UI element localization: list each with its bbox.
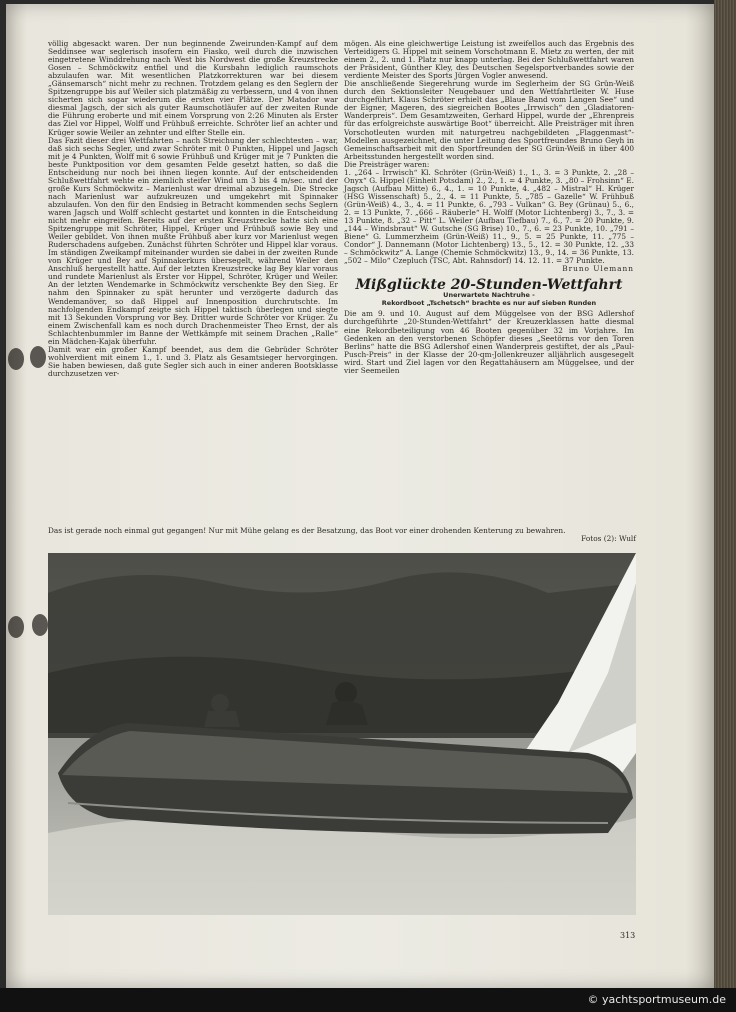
paragraph: völlig abgesackt waren. Der nun beginnende Zweirunden-Kampf auf dem Seddinsee war seglerisch insofern ein Fiasko, weil durch die inzwischen eingetretene Winddrehung nach West bis Nordwest die große Kreuzstrecke Gosen – Schmöckwitz entfiel und die Kursbahn lediglich raumschots abzulaufen war. Mit wesentlichen Platzkorrekturen war bei diesem „Gänsemarsch“ nicht mehr zu rechnen. Trotzdem gelang es den Seglern der Spitzengruppe bis auf Weiler sich platzmäßig zu verbessern, und 4 von ihnen sicherten sich sogar wiederum die ersten vier Plätze. Der Matador war diesmal Jagsch, der sich als guter Raumschotläufer auf der zweiten Runde die Führung eroberte und mit einem Vorsprung von 2:26 Minuten als Erster das Ziel vor Hippel, Wolff und Frühbuß erreichte. Schröter lief an achter und Krüger sowie Weiler an zehnter und elfter Stelle ein. [48, 39, 338, 137]
left-text-column [48, 40, 338, 378]
paragraph: Die anschließende Siegerehrung wurde im Seglerheim der SG Grün-Weiß durch den Sektionsleiter Neugebauer und den Wettfahrtleiter W. Huse durchgeführt. Klaus Schröter erhielt das „Blaue Band vom Langen See“ und der Eigner, Mageren, des siegreichen Bootes „Irrwisch“ den „Gladiatoren-Wanderpreis“. Dem Gesamtzweiten, Gerhard Hippel, wurde der „Ehrenpreis für das erfolgreichste auswärtige Boot“ überreicht. Alle Preisträger mit ihren Vorschotleuten wurden mit naturgetreu nachgebildeten „Flaggenmast“-Modellen ausgezeichnet, die unter Leitung des Sportfreundes Bruno Geyh in Gemeinschaftsarbeit mit den Sportfreunden der SG Grün-Weiß in über 400 Arbeitsstunden hergestellt worden sind. [344, 79, 634, 161]
binding-hole [30, 346, 46, 368]
author-signature: Bruno Ulemann [562, 264, 634, 274]
article-subheadline: Unerwartete Nachtruhe - [443, 291, 535, 300]
binding-hole [8, 616, 24, 638]
paragraph: mögen. Als eine gleichwertige Leistung ist zweifellos auch das Ergebnis des Verteidigers G. Hippel mit seinem Vorschotmann E. Mietz zu werten, der mit einem 2., 2. und 1. Platz nur knapp unterlag. Bei der Schlußwettfahrt waren der Präsident, Günther Kley, des Deutschen Segelsportverbandes sowie der verdiente Meister des Sports Jürgen Vogler anwesend. [344, 39, 634, 81]
results-list: 1. „264 – Irrwisch“ Kl. Schröter (Grün-Weiß) 1., 1., 3. = 3 Punkte, 2. „28 – Onyx“ G. Hippel (Einheit Potsdam) 2., 2., 1. = 4 Punkte, 3. „80 – Frohsinn“ E. Jagsch (Aufbau Mitte) 6., 4., 1. = 10 Punkte, 4. „482 – Mistral“ H. Krüger (HSG Wissenschaft) 5., 2., 4. = 11 Punkte, 5. „785 – Gazelle“ W. Frühbuß (Grün-Weiß) 4., 3., 4. = 11 Punkte, 6. „793 – Vulkan“ G. Bey (Grünau) 5., 6., 2. = 13 Punkte, 7. „666 – Räuberle“ H. Wolff (Motor Lichtenberg) 3., 7., 3. = 13 Punkte, 8. „32 – Pitt“ L. Weiler (Aufbau Tiefbau) 7., 6., 7. = 20 Punkte, 9. „144 – Windsbraut“ W. Gutsche (SG Brise) 10., 7., 6. = 23 Punkte, 10. „791 – Biene“ G. Lummerzheim (Grün-Weiß) 11., 9., 5. = 25 Punkte, 11. „775 – Condor“ J. Dannemann (Motor Lichtenberg) 13., 5., 12. = 30 Punkte, 12. „33 – Schmöckwitz“ A. Lange (Chemie Schmöckwitz) 13., 9., 14. = 36 Punkte, 13. „502 – Milo“ Czepluch (TSC, Abt. Rahnsdorf) 14. 12. 11. = 37 Punkte. [344, 167, 634, 266]
paragraph: Damit war ein großer Kampf beendet, aus dem die Gebrüder Schröter wohlverdient mit einem 1., 1. und 3. Platz als Gesamtsieger hervorgingen. Sie haben bewiesen, daß gute Segler sich auch in einer anderen Bootsklasse durchzusetzen ver- [48, 344, 338, 378]
page-stack-edge [714, 0, 736, 1000]
paragraph: Das Fazit dieser drei Wettfahrten – nach Streichung der schlechtesten – war, daß sich sechs Segler, und zwar Schröter mit 0 Punkten, Hippel und Jagsch mit je 4 Punkten, Wolff mit 6 sowie Frühbuß und Krüger mit je 7 Punkten die beste Punktposition vor dem gesamten Felde gesetzt hatten, so daß die Entscheidung nur noch bei ihnen liegen konnte. Auf der entscheidenden Schlußwettfahrt wehte ein ziemlich steifer Wind um 3 bis 4 m/sec. und der große Kurs Schmöckwitz – Marienlust war dreimal abzusegeln. Die Strecke nach Marienlust war aufzukreuzen und umgekehrt mit Spinnaker abzulaufen. Von den für den Endsieg in Betracht kommenden sechs Seglern waren Jagsch und Wolff schlecht gestartet und konnten in die Entscheidung nicht mehr eingreifen. Bereits auf der ersten Kreuzstrecke hatte sich eine Spitzengruppe mit Schröter, Hippel, Krüger und Frühbuß sowie Bey und Weiler gebildet. Von ihnen mußte Frühbuß aber kurz vor Marienlust wegen Ruderschadens aufgeben. Zunächst führten Schröter und Hippel klar voraus. Im ständigen Zweikampf miteinander wurden sie dabei in der zweiten Runde von Krüger und Bey auf Spinnakerkurs übersegelt, während Weiler den Anschluß hergestellt hatte. Auf der letzten Kreuzstrecke lag Bey klar voraus und rundete Marienlust als Erster vor Hippel, Schröter, Krüger und Weiler. An der letzten Wendemarke in Schmöckwitz verschenkte Bey den Sieg. Er nahm den Spinnaker zu spät herunter und verzögerte dadurch das Wendemanöver, so daß Hippel auf Innenposition durchrutschte. Im nachfolgenden Endkampf zeigte sich Hippel taktisch überlegen und siegte mit 13 Sekunden Vorsprung vor Bey. Dritter wurde Schröter vor Krüger. Zu einem Zwischenfall kam es noch durch Drachenmeister Theo Ernst, der als Schlachtenbummler im Banne der Wettkämpfe mit seinem Drachen „Ralle“ ein Mädchen-Kajak überfuhr. [48, 135, 338, 346]
binding-hole [8, 348, 24, 370]
article-body: Die am 9. und 10. August auf dem Müggelsee von der BSG Adlershof durchgeführte „20-Stunden-Wettfahrt“ der Kreuzerklassen hatte diesmal eine Rekordbeteiligung von 46 Booten gegenüber 32 im Vorjahre. Im Gedenken an den verstorbenen Schöpfer dieses „Seetörns vor den Toren Berlins“ hatte die BSG Adlershof einen Wanderpreis gestiftet, der als „Paul-Pusch-Preis“ in der Klasse der 20-qm-Jollenkreuzer alljährlich ausgesegelt wird. Start und Ziel lagen vor den Regattahäusern am Müggelsee, und der vier Seemeilen [344, 309, 634, 375]
sailboat-photo-illustration [48, 553, 636, 915]
sailboat-photo [48, 553, 636, 915]
page-number: 313 [620, 931, 636, 940]
caption-text: Das ist gerade noch einmal gut gegangen! Nur mit Mühe gelang es der Besatzung, das Boot vor einer drohenden Kenterung zu bewahren. [48, 526, 566, 535]
photo-credit: Fotos (2): Wulf [581, 534, 636, 543]
article-subheadline: Rekordboot „Tschetsch“ brachte es nur auf sieben Runden [381, 299, 597, 308]
watermark: © yachtsportmuseum.de [587, 993, 726, 1006]
article-headline: Mißglückte 20-Stunden-Wettfahrt [355, 277, 623, 294]
right-text-column [344, 40, 634, 375]
photo-caption [48, 526, 636, 543]
paragraph: Die Preisträger waren: [344, 159, 430, 169]
binding-hole [32, 614, 48, 636]
